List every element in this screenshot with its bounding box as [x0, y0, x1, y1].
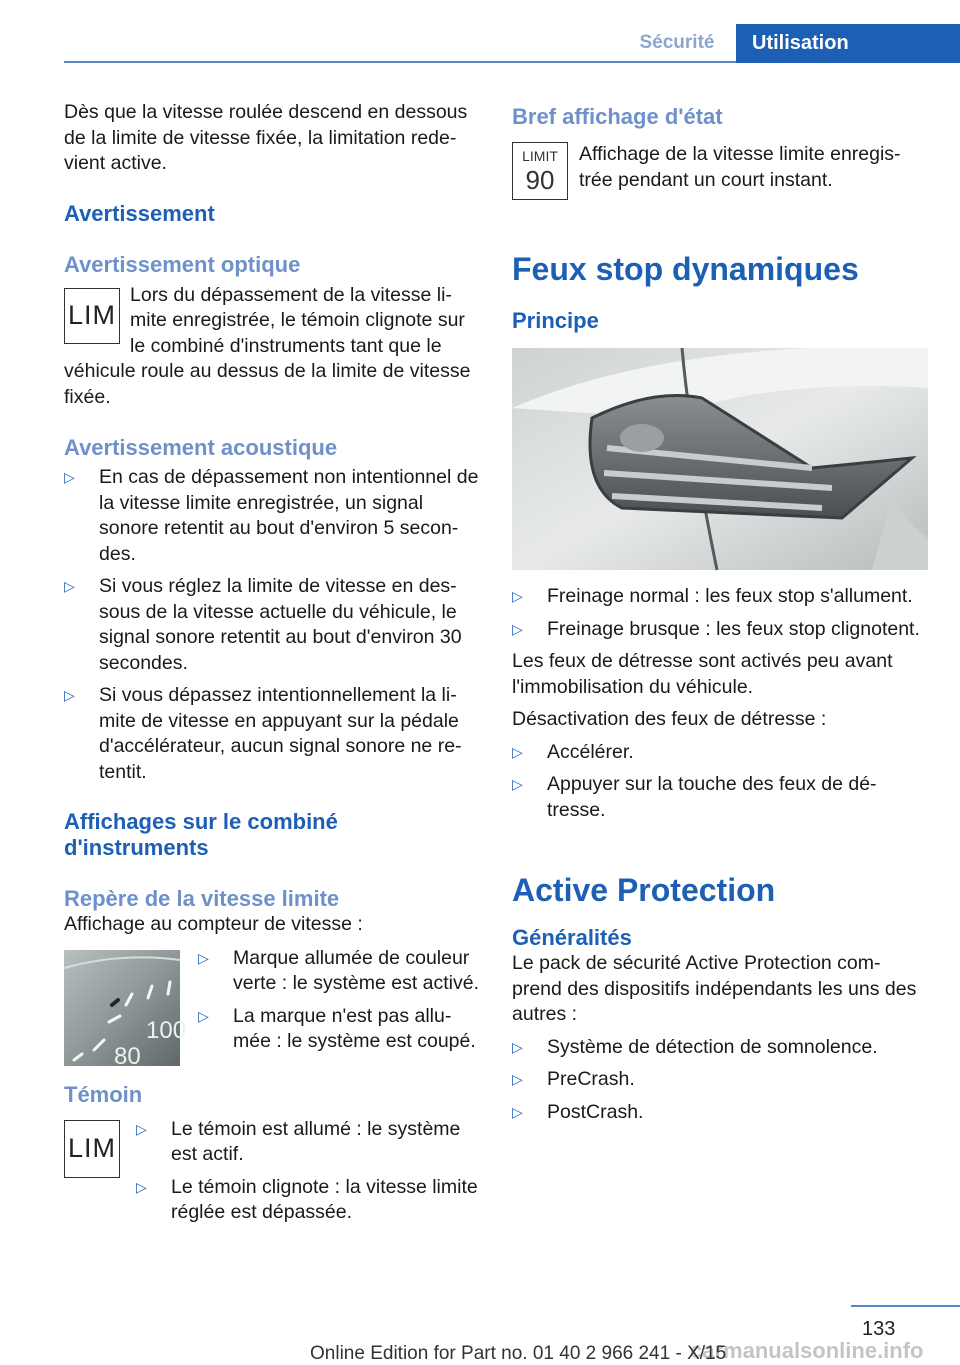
lim-indicator-icon: LIM	[64, 1120, 120, 1178]
list-item: ▷ Marque allumée de couleur verte : le système est activé.	[198, 946, 480, 997]
repere-block	[64, 946, 480, 1070]
tab-utilisation[interactable]: Utilisation	[736, 24, 960, 63]
heading-active-protection: Active Protection	[512, 872, 776, 908]
tab-securite[interactable]: Sécurité	[639, 32, 715, 53]
desactivation-list	[512, 740, 928, 824]
bref-block	[512, 142, 928, 206]
rear-light-photo	[512, 348, 928, 570]
temoin-block	[64, 1117, 480, 1226]
page-number: 133	[862, 1318, 896, 1340]
principe-list	[512, 584, 928, 642]
temoin-list	[136, 1117, 480, 1226]
speed-limit-90-icon: LIMIT 90	[512, 142, 568, 200]
footer-edition: Online Edition for Part no. 01 40 2 966 241 - X/15	[310, 1343, 727, 1364]
list-item: ▷ Système de détection de somnolence.	[512, 1035, 928, 1061]
heading-temoin: Témoin	[64, 1081, 143, 1107]
watermark: carmanualsonline.info	[690, 1338, 924, 1363]
heading-affichages: Affichages sur le combiné d'instruments	[64, 809, 338, 860]
speedometer-image	[64, 950, 187, 1070]
list-item: ▷ Appuyer sur la touche des feux de dé-tresse.	[512, 772, 928, 823]
generalites-paragraph: Le pack de sécurité Active Protection com-prend des dispositifs indépendants les uns des autres :	[512, 952, 917, 1025]
heading-feux-stop: Feux stop dynamiques	[512, 251, 859, 287]
list-item: ▷ Accélérer.	[512, 740, 928, 766]
heading-generalites: Généralités	[512, 925, 632, 950]
speedo-label-100: 100	[146, 1016, 187, 1044]
repere-paragraph: Affichage au compteur de vitesse :	[64, 913, 363, 935]
repere-list	[198, 946, 480, 1055]
heading-bref-affichage: Bref affichage d'état	[512, 104, 723, 129]
heading-repere-vitesse: Repère de la vitesse limite	[64, 886, 340, 911]
list-item: ▷ PostCrash.	[512, 1100, 928, 1126]
left-column	[64, 100, 480, 1226]
speedo-label-80: 80	[114, 1042, 141, 1070]
detresse-paragraph: Les feux de détresse sont activés peu avant l'immobilisation du véhicule.	[512, 650, 893, 698]
generalites-list	[512, 1035, 928, 1126]
optique-block	[64, 283, 480, 411]
right-column	[512, 100, 928, 1125]
footer-rule	[851, 1305, 960, 1307]
list-item: ▷ Si vous dépassez intentionnellement la li-mite de vitesse en appuyant sur la pédale d'accélérateur, aucun signal sonore ne re-tentit.	[64, 683, 480, 785]
desactivation-paragraph: Désactivation des feux de détresse :	[512, 708, 827, 730]
heading-principe: Principe	[512, 308, 599, 333]
heading-avertissement-optique: Avertissement optique	[64, 251, 301, 277]
optique-paragraph: Lors du dépassement de la vitesse li-mite enregistrée, le témoin clignote sur le combiné d'instruments tant que le véhicule roule au dessus de la limite de vitesse fixée.	[64, 283, 471, 408]
list-item: ▷ En cas de dépassement non intentionnel de la vitesse limite enregistrée, un signal sonore retentit au bout d'environ 5 secon-des.	[64, 465, 480, 567]
heading-avertissement: Avertissement	[64, 200, 215, 226]
list-item: ▷ PreCrash.	[512, 1067, 928, 1093]
acoustique-list	[64, 465, 480, 785]
list-item: ▷ Freinage normal : les feux stop s'allument.	[512, 584, 928, 610]
list-item: ▷ La marque n'est pas allu-mée : le système est coupé.	[198, 1004, 480, 1055]
intro-paragraph: Dès que la vitesse roulée descend en dessous de la limite de vitesse fixée, la limitation rede-vient active.	[64, 101, 468, 174]
list-item: ▷ Si vous réglez la limite de vitesse en des-sous de la vitesse actuelle du véhicule, le signal sonore retentit au bout d'environ 30 secondes.	[64, 574, 480, 676]
heading-avertissement-acoustique: Avertissement acoustique	[64, 435, 338, 460]
lim-indicator-icon: LIM	[64, 288, 120, 344]
list-item: ▷ Freinage brusque : les feux stop clignotent.	[512, 617, 928, 643]
list-item: ▷ Le témoin est allumé : le système est actif.	[136, 1117, 480, 1168]
bref-paragraph: Affichage de la vitesse limite enregis-trée pendant un court instant.	[579, 143, 901, 191]
list-item: ▷ Le témoin clignote : la vitesse limite réglée est dépassée.	[136, 1175, 480, 1226]
